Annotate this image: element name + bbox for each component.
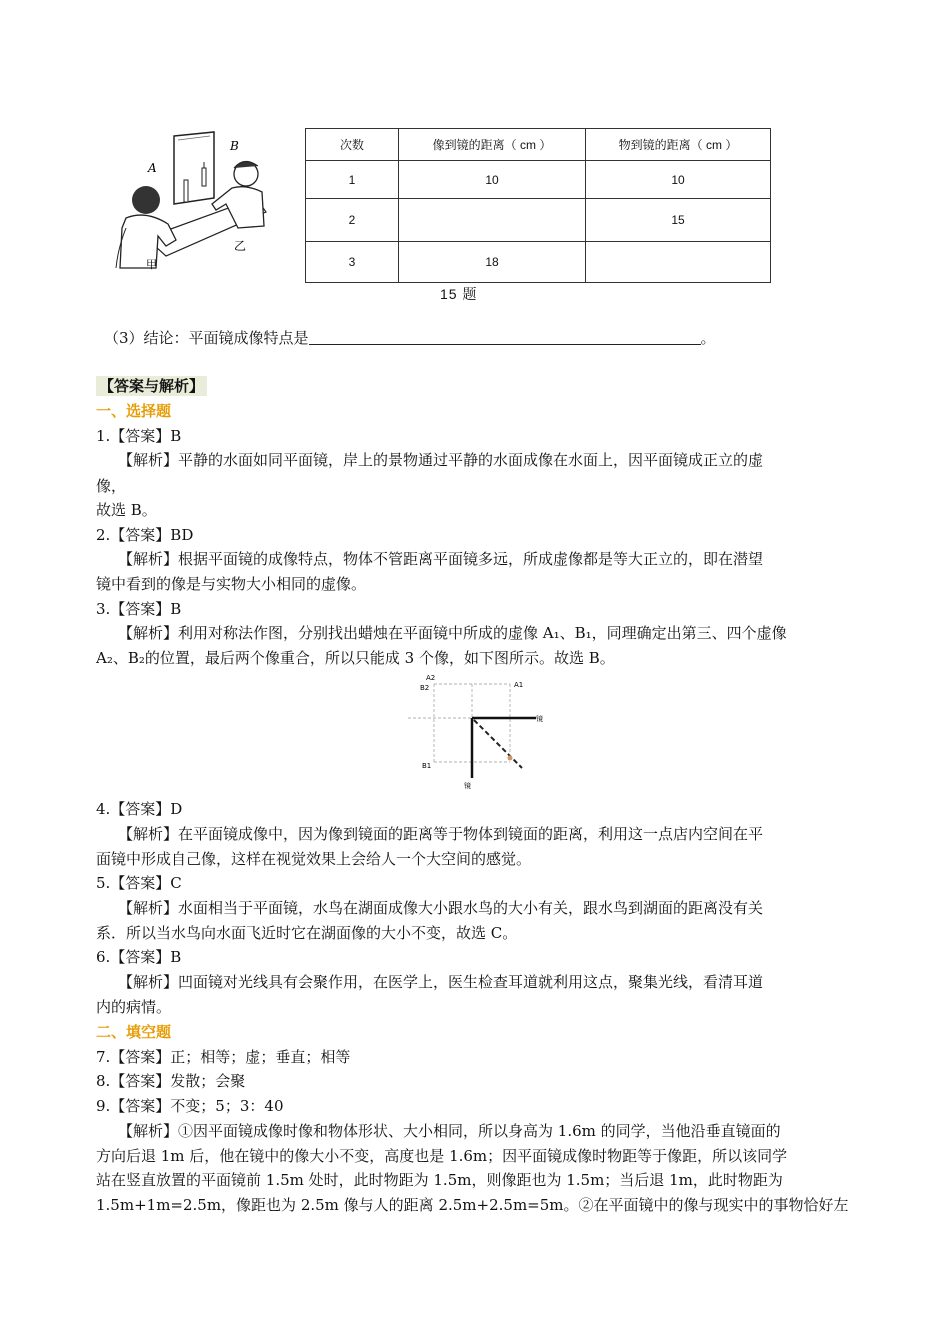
- candle-b: [202, 168, 206, 186]
- answer-3: 3.【答案】B: [96, 600, 182, 618]
- table-header: 次数: [306, 129, 399, 161]
- table-cell: 18: [399, 242, 586, 283]
- explanation-4-line2: 面镜中形成自己像，这样在视觉效果上会给人一个大空间的感觉。: [96, 850, 532, 868]
- label-b2: B2: [420, 684, 430, 692]
- figure-caption: 15 题: [440, 286, 478, 302]
- table-header-row: [306, 129, 771, 161]
- answer-blank: [309, 330, 701, 345]
- label-mirror-right: 镜: [536, 715, 543, 723]
- table-row: [306, 242, 771, 283]
- table-cell: 15: [586, 199, 771, 242]
- table-row: [306, 199, 771, 242]
- answer-8: 8.【答案】发散；会聚: [96, 1072, 246, 1090]
- table-header: 物到镜的距离（ cm ）: [586, 129, 771, 161]
- conclusion-line: [104, 328, 716, 348]
- label-b1: B1: [422, 762, 432, 770]
- answer-1: 1.【答案】B: [96, 427, 182, 445]
- answer-heading: 【答案与解析】: [96, 376, 207, 396]
- label-a: A: [148, 161, 157, 175]
- answer-2: 2.【答案】BD: [96, 526, 194, 544]
- child-jia-head: [132, 186, 160, 214]
- conclusion-suffix: 。: [700, 329, 716, 347]
- explanation-3-line1: 【解析】利用对称法作图，分别找出蜡烛在平面镜中所成的虚像 A₁、B₁，同理确定出第三、四个虚像: [118, 624, 787, 642]
- explanation-6-line1: 【解析】凹面镜对光线具有会聚作用，在医学上，医生检查耳道就利用这点，聚集光线，看清耳道: [118, 973, 764, 991]
- experiment-illustration: [106, 128, 272, 276]
- label-jia: 甲: [146, 258, 157, 271]
- explanation-2-line2: 镜中看到的像是与实物大小相同的虚像。: [96, 575, 367, 593]
- table-cell: 10: [399, 161, 586, 199]
- answer-5: 5.【答案】C: [96, 874, 182, 892]
- label-b: B: [230, 139, 239, 153]
- explanation-5-line2: 系．所以当水鸟向水面飞近时它在湖面像的大小不变，故选 C。: [96, 924, 518, 942]
- table-cell: 1: [306, 161, 399, 199]
- table-cell: 3: [306, 242, 399, 283]
- mirror-diagram: [404, 672, 546, 790]
- explanation-1-line3: 故选 B。: [96, 501, 157, 519]
- answer-7: 7.【答案】正；相等；虚；垂直；相等: [96, 1048, 351, 1066]
- explanation-1-line2: 像，: [96, 477, 127, 495]
- table-cell: 10: [586, 161, 771, 199]
- candle-point: [508, 756, 513, 761]
- table-cell: 2: [306, 199, 399, 242]
- table-row: [306, 161, 771, 199]
- answer-4: 4.【答案】D: [96, 800, 183, 818]
- explanation-9-line2: 方向后退 1m 后，他在镜中的像大小不变，高度也是 1.6m；因平面镜成像时物距等于像距，所以该同学: [96, 1147, 788, 1165]
- glass-plate: [174, 132, 214, 204]
- explanation-6-line2: 内的病情。: [96, 998, 172, 1016]
- explanation-5-line1: 【解析】水面相当于平面镜，水鸟在湖面成像大小跟水鸟的大小有关，跟水鸟到湖面的距离没有关: [118, 899, 764, 917]
- section-title-choice: 一、选择题: [96, 402, 172, 420]
- answer-9: 9.【答案】不变；5；3：40: [96, 1097, 284, 1115]
- explanation-3-line2: A₂、B₂的位置，最后两个像重合，所以只能成 3 个像，如下图所示。故选 B。: [96, 649, 615, 667]
- table-cell: [586, 242, 771, 283]
- explanation-9-line3: 站在竖直放置的平面镜前 1.5m 处时，此时物距为 1.5m，则像距也为 1.5m；当后退 1m，此时物距为: [96, 1171, 783, 1189]
- label-a1: A1: [514, 681, 524, 689]
- candle-a: [184, 180, 188, 202]
- explanation-1-line1: 【解析】平静的水面如同平面镜，岸上的景物通过平静的水面成像在水面上，因平面镜成正立的虚: [118, 451, 764, 469]
- explanation-2-line1: 【解析】根据平面镜的成像特点，物体不管距离平面镜多远，所成虚像都是等大正立的，即在潜望: [118, 550, 764, 568]
- section-title-fill: 二、填空题: [96, 1023, 172, 1041]
- table-header: 像到镜的距离（ cm ）: [399, 129, 586, 161]
- label-mirror-bottom: 镜: [464, 782, 471, 790]
- diagonal-line: [474, 720, 522, 768]
- child-yi-body: [212, 187, 264, 228]
- label-a2: A2: [426, 674, 436, 682]
- label-yi: 乙: [234, 239, 247, 253]
- measurement-table: [305, 128, 771, 283]
- explanation-9-line4: 1.5m+1m=2.5m，像距也为 2.5m 像与人的距离 2.5m+2.5m=5m。②在平面镜中的像与现实中的事物恰好左: [96, 1196, 849, 1214]
- conclusion-prefix: （3）结论：平面镜成像特点是: [104, 329, 309, 347]
- table-cell: [399, 199, 586, 242]
- explanation-4-line1: 【解析】在平面镜成像中，因为像到镜面的距离等于物体到镜面的距离，利用这一点店内空间在平: [118, 825, 764, 843]
- answer-6: 6.【答案】B: [96, 948, 182, 966]
- explanation-9-line1: 【解析】①因平面镜成像时像和物体形状、大小相同，所以身高为 1.6m 的同学，当他沿垂直镜面的: [118, 1122, 781, 1140]
